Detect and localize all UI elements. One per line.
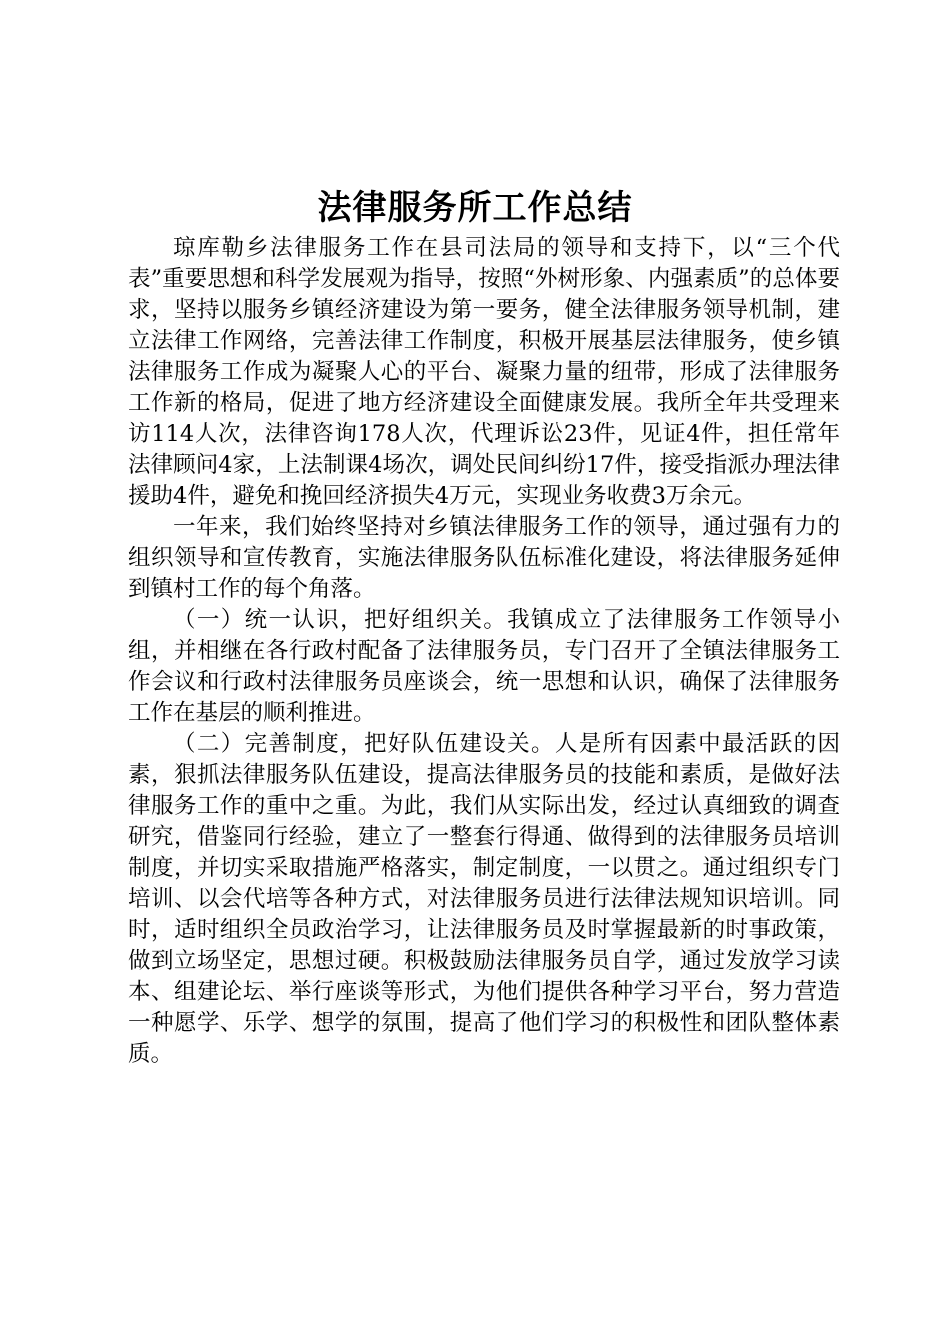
paragraph-summary: 琼库勒乡法律服务工作在县司法局的领导和支持下，以“三个代表”重要思想和科学发展观为指导，按照“外树形象、内强素质”的总体要求，坚持以服务乡镇经济建设为第一要务，健全法律服务领导机制，建立法律工作网络，完善法律工作制度，积极开展基层法律服务，使乡镇法律服务工作成为凝聚人心的平台、凝聚力量的纽带，形成了法律服务工作新的格局，促进了地方经济建设全面健康发展。我所全年共受理来访114人次，法律咨询178人次，代理诉讼23件，见证4件，担任常年法律顾问4家，上法制课4场次，调处民间纠纷17件，接受指派办理法律援助4件，避免和挽回经济损失4万元，实现业务收费3万余元。 [128,235,840,509]
paragraph-section-2: （二）完善制度，把好队伍建设关。人是所有因素中最活跃的因素，狠抓法律服务队伍建设，提高法律服务员的技能和素质，是做好法律服务工作的重中之重。为此，我们从实际出发，经过认真细致的调查研究，借鉴同行经验，建立了一整套行得通、做得到的法律服务员培训制度，并切实采取措施严格落实，制定制度，一以贯之。通过组织专门培训、以会代培等各种方式，对法律服务员进行法律法规知识培训。同时，适时组织全员政治学习，让法律服务员及时掌握最新的时事政策，做到立场坚定，思想过硬。积极鼓励法律服务员自学，通过发放学习读本、组建论坛、举行座谈等形式，为他们提供各种学习平台，努力营造一种愿学、乐学、想学的氛围，提高了他们学习的积极性和团队整体素质。 [128,731,840,1067]
document-body [128,233,840,1070]
paragraph-section-1: （一）统一认识，把好组织关。我镇成立了法律服务工作领导小组，并相继在各行政村配备了法律服务员，专门召开了全镇法律服务工作会议和行政村法律服务员座谈会，统一思想和认识，确保了法律服务工作在基层的顺利推进。 [128,607,840,726]
document-title: 法律服务所工作总结 [317,188,633,228]
paragraph-overview: 一年来，我们始终坚持对乡镇法律服务工作的领导，通过强有力的组织领导和宣传教育，实施法律服务队伍标准化建设，将法律服务延伸到镇村工作的每个角落。 [128,514,840,602]
